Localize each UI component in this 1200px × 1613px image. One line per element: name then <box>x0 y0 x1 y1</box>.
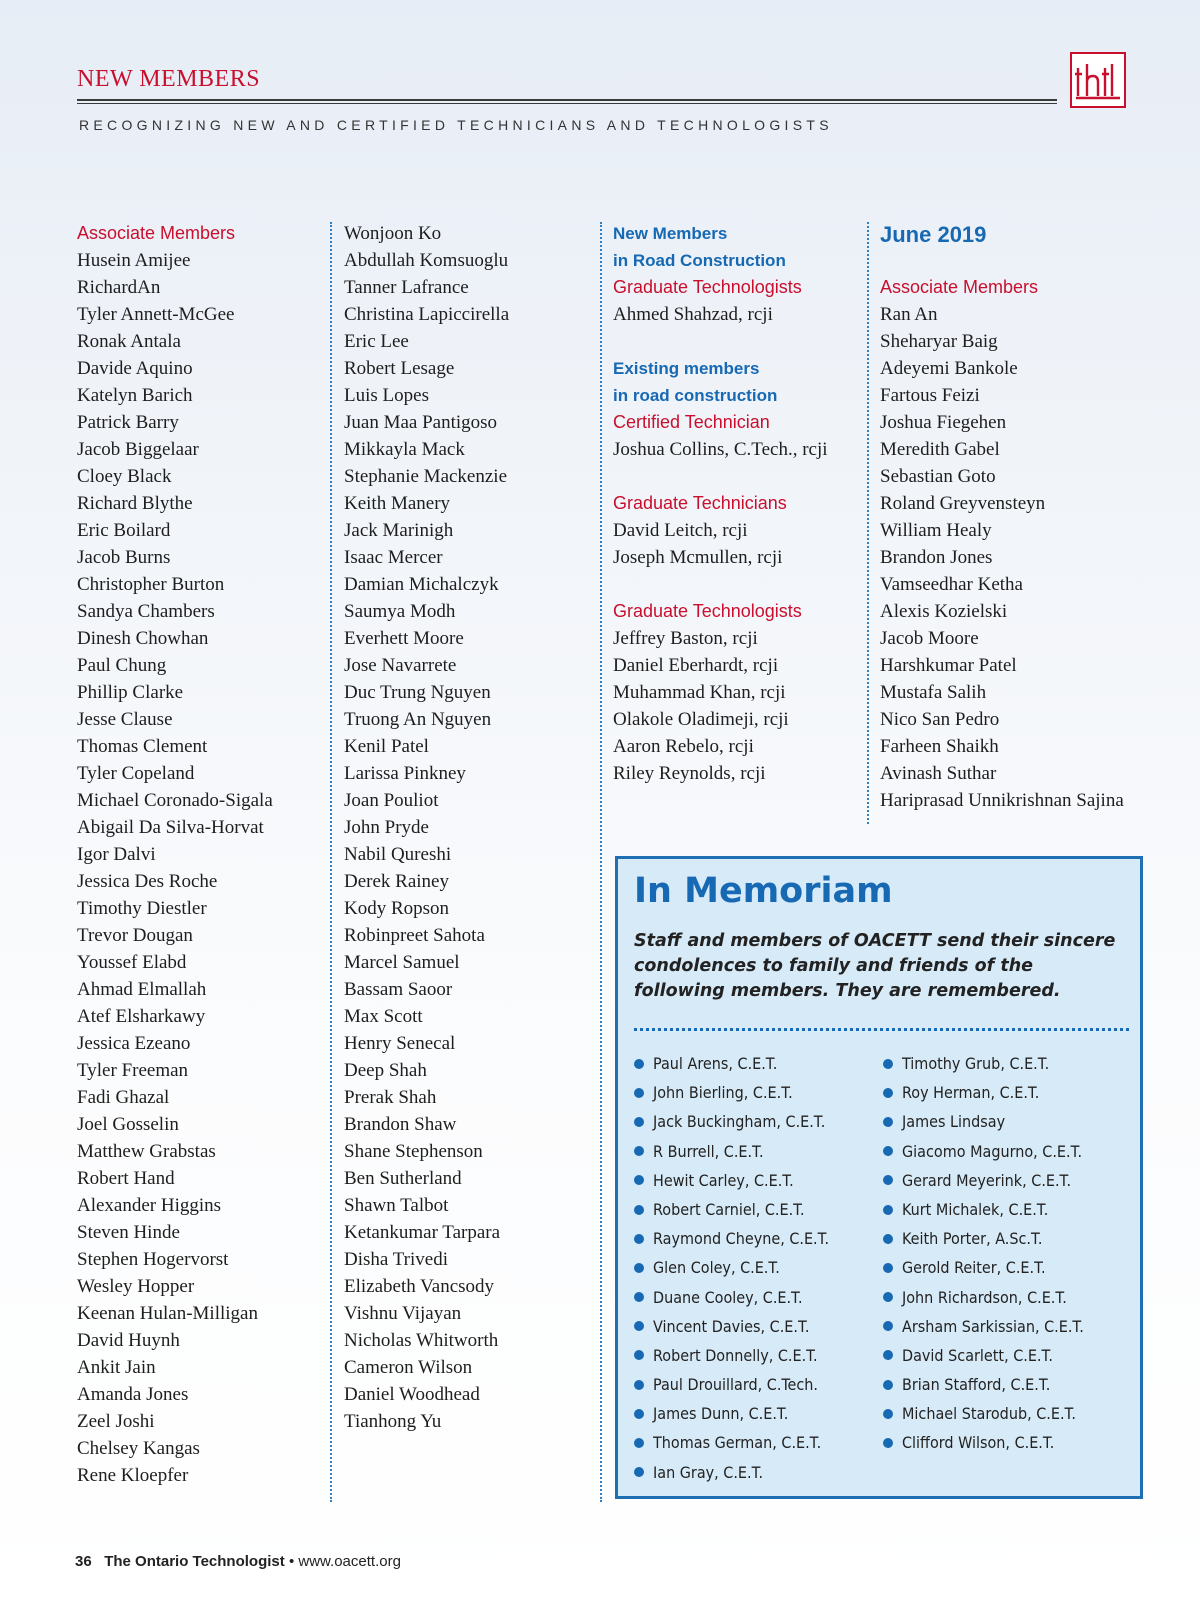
member-name: Shawn Talbot <box>344 1195 449 1216</box>
member-name: Jeffrey Baston, rcji <box>613 628 758 649</box>
member-name: Roland Greyvensteyn <box>880 493 1046 514</box>
member-name: Trevor Dougan <box>77 925 193 946</box>
bullet-icon <box>634 1146 644 1156</box>
bullet-icon <box>883 1263 893 1273</box>
member-name: Michael Coronado-Sigala <box>77 790 273 811</box>
logo-mark-icon <box>1074 58 1122 102</box>
bullet-icon <box>883 1205 893 1215</box>
member-name: Wonjoon Ko <box>344 223 442 244</box>
memoriam-name: Robert Carniel, C.E.T. <box>653 1199 805 1219</box>
tht-logo <box>1070 52 1126 108</box>
memoriam-name: Vincent Davies, C.E.T. <box>653 1316 810 1336</box>
member-name: Vishnu Vijayan <box>344 1303 462 1324</box>
subsection-heading: Graduate Technicians <box>613 493 787 513</box>
bullet-icon <box>634 1205 644 1215</box>
memoriam-item <box>883 1107 1084 1136</box>
bullet-icon <box>883 1117 893 1127</box>
road-construction-column <box>613 220 828 787</box>
bullet-icon <box>883 1409 893 1419</box>
page-footer <box>75 1553 401 1570</box>
member-name: Robert Lesage <box>344 358 455 379</box>
member-name: Brandon Jones <box>880 547 993 568</box>
memoriam-text: Staff and members of OACETT send their sincere condolences to family and friends of the following members. They are remembered. <box>634 931 1116 1001</box>
memoriam-name: Keith Porter, A.Sc.T. <box>902 1229 1043 1249</box>
section-heading: Associate Members <box>880 277 1039 297</box>
member-name: Joel Gosselin <box>77 1114 179 1135</box>
page-number: 36 <box>75 1553 92 1570</box>
memoriam-item <box>883 1283 1084 1312</box>
memoriam-list-right <box>883 1049 1084 1458</box>
member-name: Marcel Samuel <box>344 952 460 973</box>
member-name: Jessica Des Roche <box>77 871 218 892</box>
bullet-icon <box>634 1117 644 1127</box>
memoriam-name: John Richardson, C.E.T. <box>902 1287 1067 1307</box>
memoriam-title: In Memoriam <box>634 871 893 911</box>
website-link[interactable]: www.oacett.org <box>298 1553 401 1570</box>
memoriam-item <box>634 1195 829 1224</box>
member-name: Keith Manery <box>344 493 451 514</box>
member-name: Saumya Modh <box>344 601 456 622</box>
memoriam-item <box>634 1312 829 1341</box>
member-name: Riley Reynolds, rcji <box>613 763 766 784</box>
bullet-icon <box>634 1175 644 1185</box>
memoriam-item <box>634 1283 829 1312</box>
member-list <box>613 517 828 571</box>
member-name: Rene Kloepfer <box>77 1465 189 1486</box>
bullet-icon <box>634 1292 644 1302</box>
memoriam-name: Paul Drouillard, C.Tech. <box>653 1375 818 1395</box>
member-name: Prerak Shah <box>344 1087 437 1108</box>
header-rule <box>77 99 1057 101</box>
member-name: Paul Chung <box>77 655 167 676</box>
memoriam-item <box>634 1341 829 1370</box>
date-heading: June 2019 <box>880 222 987 247</box>
member-name: Joan Pouliot <box>344 790 439 811</box>
member-name: Fadi Ghazal <box>77 1087 170 1108</box>
member-name: Katelyn Barich <box>77 385 193 406</box>
member-name: Jacob Biggelaar <box>77 439 199 460</box>
member-name: Tianhong Yu <box>344 1411 442 1432</box>
bullet-icon <box>634 1321 644 1331</box>
bullet-icon <box>883 1059 893 1069</box>
bullet-icon <box>883 1292 893 1302</box>
member-name: Ketankumar Tarpara <box>344 1222 501 1243</box>
memoriam-list-left <box>634 1049 829 1487</box>
member-name: Jose Navarrete <box>344 655 457 676</box>
memoriam-name: James Lindsay <box>902 1112 1006 1132</box>
dotted-divider <box>634 1028 1129 1031</box>
bullet-icon <box>883 1380 893 1390</box>
member-name: Sheharyar Baig <box>880 331 998 352</box>
member-name: Igor Dalvi <box>77 844 156 865</box>
member-name: Henry Senecal <box>344 1033 456 1054</box>
member-name: Christina Lapiccirella <box>344 304 510 325</box>
member-name: Disha Trivedi <box>344 1249 448 1270</box>
member-name: David Huynh <box>77 1330 180 1351</box>
member-name: Tyler Annett-McGee <box>77 304 235 325</box>
member-name: Wesley Hopper <box>77 1276 195 1297</box>
member-name: Christopher Burton <box>77 574 225 595</box>
section-heading: Associate Members <box>77 223 236 243</box>
memoriam-item <box>883 1399 1084 1428</box>
member-name: Phillip Clarke <box>77 682 184 703</box>
member-name: Elizabeth Vancsody <box>344 1276 495 1297</box>
memoriam-name: Glen Coley, C.E.T. <box>653 1258 780 1278</box>
bullet-icon <box>634 1263 644 1273</box>
member-name: Stephen Hogervorst <box>77 1249 229 1270</box>
page-title: NEW MEMBERS <box>77 66 261 92</box>
member-name: Zeel Joshi <box>77 1411 155 1432</box>
member-name: Avinash Suthar <box>880 763 997 784</box>
member-name: Brandon Shaw <box>344 1114 457 1135</box>
memoriam-item <box>634 1078 829 1107</box>
member-name: Steven Hinde <box>77 1222 180 1243</box>
memoriam-name: Hewit Carley, C.E.T. <box>653 1170 794 1190</box>
member-name: Jacob Moore <box>880 628 979 649</box>
memoriam-item <box>634 1166 829 1195</box>
bullet-icon <box>634 1234 644 1244</box>
column-divider <box>600 222 602 1502</box>
memoriam-item <box>634 1428 829 1457</box>
member-name: Jesse Clause <box>77 709 173 730</box>
member-name: Luis Lopes <box>344 385 429 406</box>
bullet-icon <box>883 1350 893 1360</box>
member-name: Joshua Collins, C.Tech., rcji <box>613 439 828 460</box>
member-name: Amanda Jones <box>77 1384 189 1405</box>
bullet-icon <box>634 1409 644 1419</box>
member-name: Jacob Burns <box>77 547 171 568</box>
member-name: Abdullah Komsuoglu <box>344 250 509 271</box>
member-name: Olakole Oladimeji, rcji <box>613 709 789 730</box>
bullet-icon <box>634 1438 644 1448</box>
member-name: Robinpreet Sahota <box>344 925 485 946</box>
member-name: Tanner Lafrance <box>344 277 469 298</box>
subsection-heading: Certified Technician <box>613 412 770 432</box>
memoriam-name: Gerold Reiter, C.E.T. <box>902 1258 1046 1278</box>
member-name: Juan Maa Pantigoso <box>344 412 498 433</box>
bullet-icon <box>883 1088 893 1098</box>
memoriam-item <box>634 1399 829 1428</box>
member-name: Truong An Nguyen <box>344 709 492 730</box>
member-name: William Healy <box>880 520 992 541</box>
bullet-icon <box>634 1467 644 1477</box>
section-heading: Existing members <box>613 359 760 378</box>
memoriam-item <box>883 1078 1084 1107</box>
member-name: Harshkumar Patel <box>880 655 1017 676</box>
member-name: Meredith Gabel <box>880 439 1000 460</box>
member-name: Larissa Pinkney <box>344 763 466 784</box>
section-heading: in Road Construction <box>613 251 786 270</box>
bullet-icon <box>883 1438 893 1448</box>
member-name: Keenan Hulan-Milligan <box>77 1303 258 1324</box>
bullet-icon <box>883 1146 893 1156</box>
member-name: Mustafa Salih <box>880 682 987 703</box>
member-name: Bassam Saoor <box>344 979 453 1000</box>
memoriam-item <box>634 1107 829 1136</box>
member-name: Stephanie Mackenzie <box>344 466 508 487</box>
memoriam-name: Clifford Wilson, C.E.T. <box>902 1433 1055 1453</box>
subsection-heading: Graduate Technologists <box>613 601 802 621</box>
member-name: Matthew Grabstas <box>77 1141 216 1162</box>
member-name: Jessica Ezeano <box>77 1033 191 1054</box>
bullet-icon <box>883 1321 893 1331</box>
memoriam-item <box>883 1166 1084 1195</box>
memoriam-item <box>883 1341 1084 1370</box>
memoriam-name: James Dunn, C.E.T. <box>653 1404 789 1424</box>
memoriam-item <box>883 1370 1084 1399</box>
memoriam-item <box>883 1253 1084 1282</box>
memoriam-name: Thomas German, C.E.T. <box>653 1433 822 1453</box>
member-name: Damian Michalczyk <box>344 574 499 595</box>
bullet-icon <box>634 1380 644 1390</box>
member-name: Daniel Woodhead <box>344 1384 480 1405</box>
member-name: Kody Ropson <box>344 898 450 919</box>
memoriam-name: Michael Starodub, C.E.T. <box>902 1404 1076 1424</box>
member-list <box>344 220 509 1435</box>
member-name: Derek Rainey <box>344 871 449 892</box>
member-name: Patrick Barry <box>77 412 179 433</box>
bullet-icon <box>634 1350 644 1360</box>
member-name: Husein Amijee <box>77 250 191 271</box>
member-name: Joseph Mcmullen, rcji <box>613 547 783 568</box>
member-name: Chelsey Kangas <box>77 1438 200 1459</box>
memoriam-name: Arsham Sarkissian, C.E.T. <box>902 1316 1084 1336</box>
bullet-icon <box>883 1175 893 1185</box>
member-name: Eric Lee <box>344 331 409 352</box>
june-2019-column <box>880 220 1124 814</box>
member-list <box>613 625 828 787</box>
memoriam-name: R Burrell, C.E.T. <box>653 1141 764 1161</box>
member-name: Vamseedhar Ketha <box>880 574 1023 595</box>
memoriam-name: Robert Donnelly, C.E.T. <box>653 1345 818 1365</box>
member-name: Everhett Moore <box>344 628 464 649</box>
header-rule-thin <box>77 103 1057 104</box>
member-list <box>880 301 1124 814</box>
member-name: Timothy Diestler <box>77 898 207 919</box>
memoriam-item <box>883 1312 1084 1341</box>
column-divider <box>867 222 869 824</box>
member-name: Muhammad Khan, rcji <box>613 682 786 703</box>
member-name: Jack Marinigh <box>344 520 454 541</box>
memoriam-name: Kurt Michalek, C.E.T. <box>902 1199 1049 1219</box>
member-list <box>613 436 828 463</box>
member-name: Alexander Higgins <box>77 1195 222 1216</box>
memoriam-item <box>634 1458 829 1487</box>
member-name: RichardAn <box>77 277 161 298</box>
associate-members-column-2 <box>344 220 509 1435</box>
member-name: Atef Elsharkawy <box>77 1006 206 1027</box>
memoriam-name: Duane Cooley, C.E.T. <box>653 1287 803 1307</box>
memoriam-name: Raymond Cheyne, C.E.T. <box>653 1229 830 1249</box>
in-memoriam-box <box>615 856 1143 1499</box>
member-name: Abigail Da Silva-Horvat <box>77 817 264 838</box>
member-name: Nico San Pedro <box>880 709 1000 730</box>
memoriam-item <box>634 1224 829 1253</box>
memoriam-name: Brian Stafford, C.E.T. <box>902 1375 1051 1395</box>
member-name: Isaac Mercer <box>344 547 443 568</box>
section-heading: in road construction <box>613 386 778 405</box>
memoriam-name: Jack Buckingham, C.E.T. <box>653 1112 826 1132</box>
member-name: Sandya Chambers <box>77 601 215 622</box>
member-name: John Pryde <box>344 817 429 838</box>
member-name: Hariprasad Unnikrishnan Sajina <box>880 790 1124 811</box>
member-name: Sebastian Goto <box>880 466 996 487</box>
member-name: Fartous Feizi <box>880 385 980 406</box>
member-list <box>613 301 828 328</box>
member-name: Deep Shah <box>344 1060 427 1081</box>
memoriam-name: John Bierling, C.E.T. <box>653 1083 793 1103</box>
memoriam-name: Giacomo Magurno, C.E.T. <box>902 1141 1083 1161</box>
member-name: Daniel Eberhardt, rcji <box>613 655 779 676</box>
memoriam-item <box>883 1195 1084 1224</box>
member-name: Max Scott <box>344 1006 423 1027</box>
memoriam-item <box>883 1224 1084 1253</box>
member-name: Dinesh Chowhan <box>77 628 209 649</box>
memoriam-item <box>634 1253 829 1282</box>
member-name: Richard Blythe <box>77 493 193 514</box>
member-name: Tyler Freeman <box>77 1060 189 1081</box>
page-subtitle: RECOGNIZING NEW AND CERTIFIED TECHNICIANS AND TECHNOLOGISTS <box>79 117 833 133</box>
member-name: Tyler Copeland <box>77 763 195 784</box>
member-name: Robert Hand <box>77 1168 175 1189</box>
member-name: Cloey Black <box>77 466 172 487</box>
member-name: Cameron Wilson <box>344 1357 473 1378</box>
member-list <box>77 247 273 1489</box>
memoriam-item <box>634 1049 829 1078</box>
member-name: Ankit Jain <box>77 1357 156 1378</box>
member-name: Aaron Rebelo, rcji <box>613 736 754 757</box>
member-name: Nicholas Whitworth <box>344 1330 499 1351</box>
member-name: Thomas Clement <box>77 736 208 757</box>
bullet-icon <box>634 1059 644 1069</box>
member-name: Shane Stephenson <box>344 1141 483 1162</box>
member-name: Ahmad Elmallah <box>77 979 207 1000</box>
member-name: Davide Aquino <box>77 358 193 379</box>
member-name: Youssef Elabd <box>77 952 187 973</box>
member-name: Mikkayla Mack <box>344 439 465 460</box>
member-name: Ronak Antala <box>77 331 181 352</box>
separator: • <box>288 1553 295 1570</box>
associate-members-column-1 <box>77 220 273 1489</box>
memoriam-item <box>883 1428 1084 1457</box>
memoriam-name: David Scarlett, C.E.T. <box>902 1345 1053 1365</box>
subsection-heading: Graduate Technologists <box>613 277 802 297</box>
bullet-icon <box>883 1234 893 1244</box>
memoriam-name: Ian Gray, C.E.T. <box>653 1462 764 1482</box>
column-divider <box>330 222 332 1502</box>
member-name: Duc Trung Nguyen <box>344 682 491 703</box>
memoriam-item <box>883 1137 1084 1166</box>
section-heading: New Members <box>613 224 728 243</box>
bullet-icon <box>634 1088 644 1098</box>
memoriam-name: Paul Arens, C.E.T. <box>653 1054 778 1073</box>
member-name: Eric Boilard <box>77 520 171 541</box>
member-name: Farheen Shaikh <box>880 736 999 757</box>
member-name: Kenil Patel <box>344 736 429 757</box>
member-name: Joshua Fiegehen <box>880 412 1007 433</box>
memoriam-item <box>883 1049 1084 1078</box>
memoriam-name: Gerard Meyerink, C.E.T. <box>902 1170 1072 1190</box>
member-name: Nabil Qureshi <box>344 844 452 865</box>
member-name: Ben Sutherland <box>344 1168 462 1189</box>
member-name: Ran An <box>880 304 938 325</box>
memoriam-name: Timothy Grub, C.E.T. <box>902 1054 1050 1073</box>
memoriam-name: Roy Herman, C.E.T. <box>902 1083 1040 1103</box>
publication-name: The Ontario Technologist <box>104 1553 285 1570</box>
memoriam-item <box>634 1137 829 1166</box>
memoriam-item <box>634 1370 829 1399</box>
member-name: Ahmed Shahzad, rcji <box>613 304 773 325</box>
member-name: Adeyemi Bankole <box>880 358 1018 379</box>
member-name: Alexis Kozielski <box>880 601 1008 622</box>
member-name: David Leitch, rcji <box>613 520 748 541</box>
